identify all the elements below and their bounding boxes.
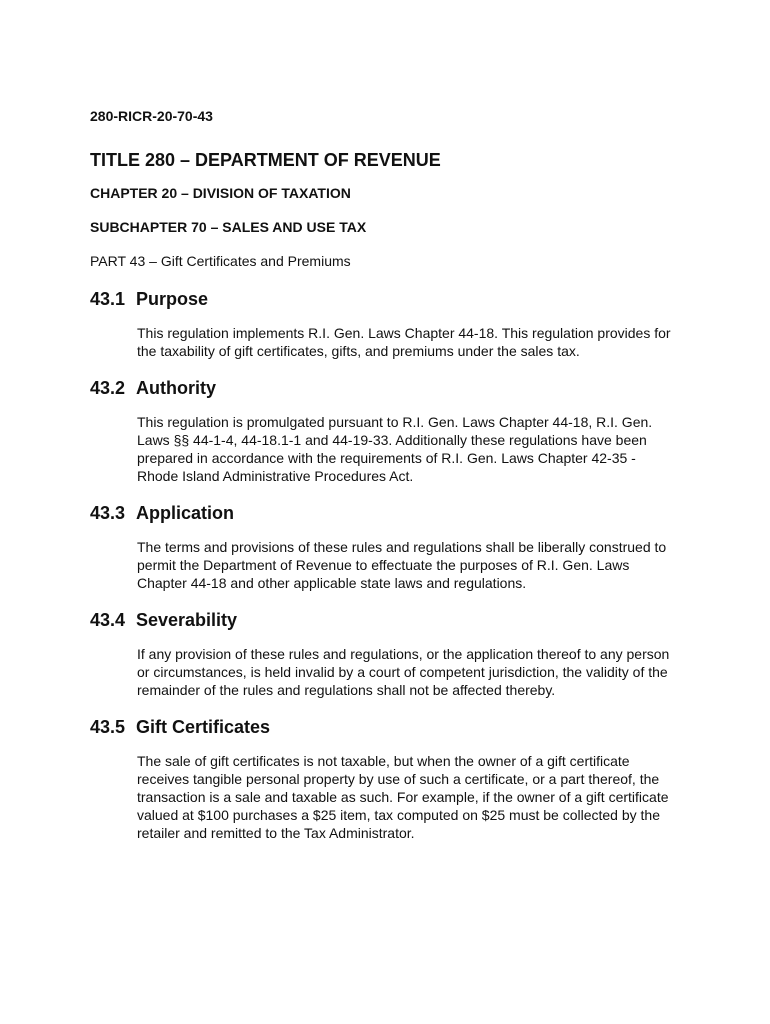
- section-body: This regulation implements R.I. Gen. Laws Chapter 44-18. This regulation provides for the taxability of gift certificates, gifts, and premiums under the sales tax.: [137, 325, 671, 359]
- section-heading: [90, 717, 680, 738]
- section-application: [90, 503, 680, 592]
- section-severability: [90, 610, 680, 699]
- section-number: 43.4: [90, 610, 126, 630]
- section-purpose: [90, 289, 680, 360]
- section-title: Purpose: [136, 289, 209, 309]
- section-title: Application: [136, 503, 234, 523]
- part-heading: PART 43 – Gift Certificates and Premiums: [90, 253, 351, 269]
- section-number: 43.3: [90, 503, 126, 523]
- section-title: Gift Certificates: [136, 717, 271, 737]
- section-heading: [90, 378, 680, 399]
- section-title: Authority: [136, 378, 216, 398]
- section-body: The sale of gift certificates is not taxable, but when the owner of a gift certificate receives tangible personal property by use of such a certificate, or a part thereof, the transaction is a sale and taxable as such. For example, if the owner of a gift certificate valued at $100 purchases a $25 item, tax computed on $25 must be collected by the retailer and remitted to the Tax Administrator.: [137, 753, 669, 841]
- title-heading: TITLE 280 – DEPARTMENT OF REVENUE: [90, 150, 441, 170]
- section-heading: [90, 503, 680, 524]
- section-gift-certificates: [90, 717, 680, 842]
- section-number: 43.1: [90, 289, 126, 309]
- section-heading: [90, 610, 680, 631]
- section-title: Severability: [136, 610, 238, 630]
- section-body: This regulation is promulgated pursuant to R.I. Gen. Laws Chapter 44-18, R.I. Gen. Laws §§ 44-1-4, 44-18.1-1 and 44-19-33. Additionally these regulations have been prepared in accordance with the requirements of R.I. Gen. Laws Chapter 42-35 - Rhode Island Administrative Procedures Act.: [137, 414, 653, 484]
- section-body: If any provision of these rules and regulations, or the application thereof to any person or circumstances, is held invalid by a court of competent jurisdiction, the validity of the remainder of the rules and regulations shall not be affected thereby.: [137, 646, 670, 698]
- section-number: 43.5: [90, 717, 126, 737]
- chapter-heading: CHAPTER 20 – DIVISION OF TAXATION: [90, 185, 351, 201]
- section-authority: [90, 378, 680, 485]
- section-number: 43.2: [90, 378, 126, 398]
- section-body: The terms and provisions of these rules and regulations shall be liberally construed to permit the Department of Revenue to effectuate the purposes of R.I. Gen. Laws Chapter 44-18 and other applicable state laws and regulations.: [137, 539, 667, 591]
- subchapter-heading: SUBCHAPTER 70 – SALES AND USE TAX: [90, 219, 367, 235]
- section-heading: [90, 289, 680, 310]
- document-id: 280-RICR-20-70-43: [90, 108, 213, 124]
